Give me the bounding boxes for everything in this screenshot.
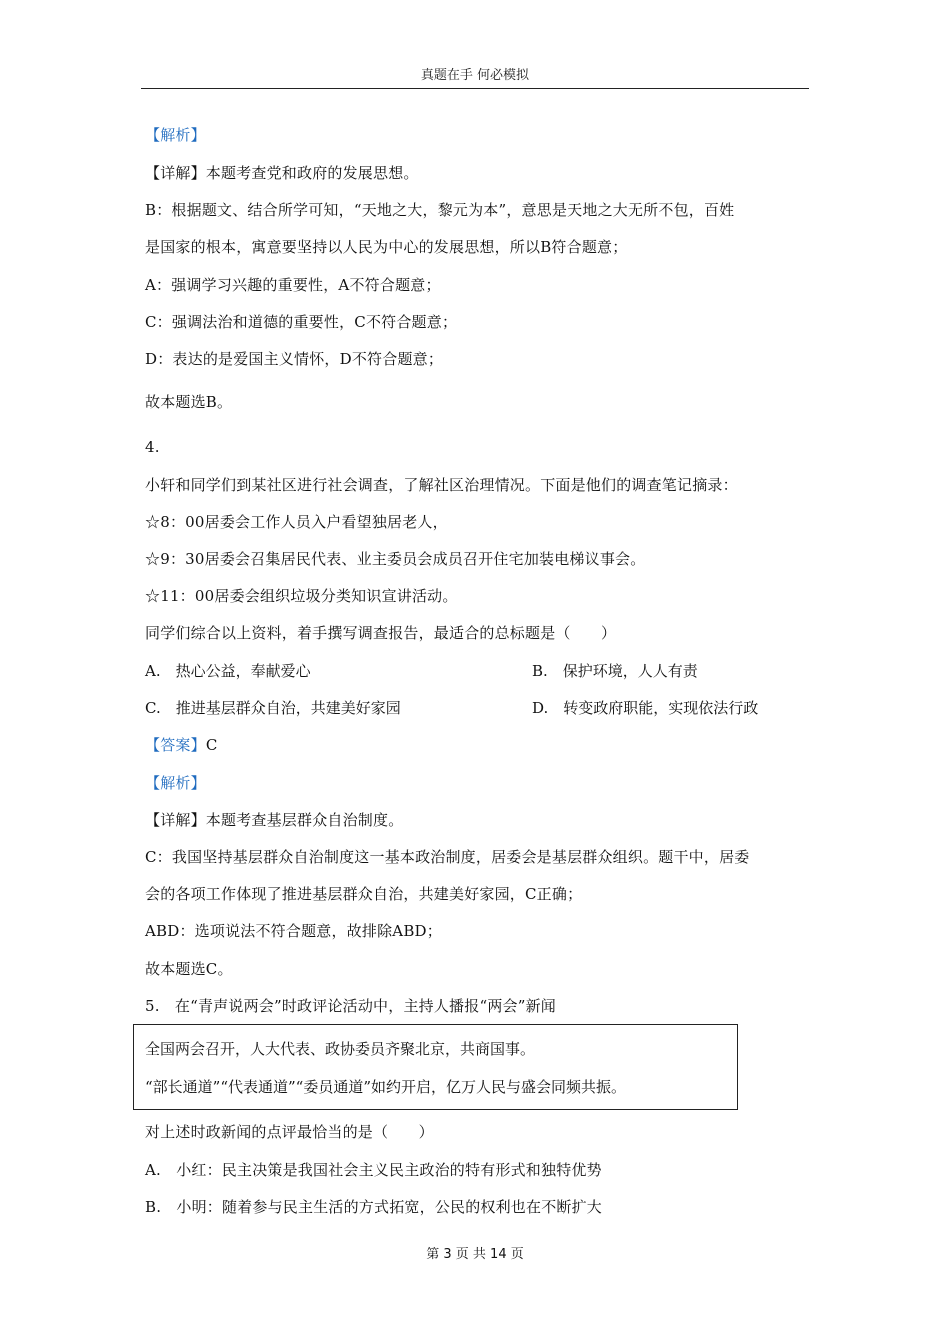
- question-prompt: 对上述时政新闻的点评最恰当的是（ ）: [145, 1123, 434, 1141]
- option-a: A. 热心公益，奉献爱心: [145, 662, 311, 680]
- explanation-line: 会的各项工作体现了推进基层群众自治，共建美好家园，C正确；: [145, 885, 583, 903]
- question-number: 4.: [145, 438, 160, 456]
- survey-note: ☆9：30居委会召集居民代表、业主委员会成员召开住宅加装电梯议事会。: [145, 550, 646, 568]
- survey-note: ☆11：00居委会组织垃圾分类知识宣讲活动。: [145, 587, 458, 605]
- analysis-tag: 【解析】: [145, 774, 206, 792]
- option-b: B. 保护环境，人人有责: [532, 662, 698, 680]
- explanation-line: ABD：选项说法不符合题意，故排除ABD；: [145, 922, 442, 940]
- answer-value: C: [205, 736, 218, 754]
- analysis-tag: 【解析】: [145, 126, 206, 144]
- explanation-line: C：我国坚持基层群众自治制度这一基本政治制度，居委会是基层群众组织。题干中，居委: [145, 848, 750, 866]
- page-footer: 第 3 页 共 14 页: [426, 1247, 524, 1262]
- detail-line: 【详解】本题考查基层群众自治制度。: [145, 811, 404, 829]
- news-line: 全国两会召开，人大代表、政协委员齐聚北京，共商国事。: [145, 1040, 536, 1058]
- detail-line: 【详解】本题考查党和政府的发展思想。: [145, 164, 419, 182]
- answer-tag: 【答案】: [145, 736, 206, 754]
- explanation-line: 是国家的根本，寓意要坚持以人民为中心的发展思想，所以B符合题意；: [145, 238, 628, 256]
- option-c: C. 推进基层群众自治，共建美好家园: [145, 699, 401, 717]
- explanation-line: B：根据题文、结合所学可知，“天地之大，黎元为本”，意思是天地之大无所不包，百姓: [145, 201, 735, 219]
- survey-note: ☆8：00居委会工作人员入户看望独居老人，: [145, 513, 448, 531]
- news-box: [133, 1024, 738, 1110]
- option-b: B. 小明：随着参与民主生活的方式拓宽，公民的权利也在不断扩大: [145, 1198, 602, 1216]
- question-stem: 小轩和同学们到某社区进行社会调查，了解社区治理情况。下面是他们的调查笔记摘录：: [145, 476, 738, 494]
- page-header: 真题在手 何必模拟: [420, 68, 530, 83]
- explanation-line: A：强调学习兴趣的重要性，A不符合题意；: [145, 276, 441, 294]
- header-divider: [141, 88, 809, 89]
- news-line: “部长通道”“代表通道”“委员通道”如约开启，亿万人民与盛会同频共振。: [145, 1078, 627, 1096]
- conclusion-line: 故本题选B。: [145, 393, 233, 411]
- question-prompt: 同学们综合以上资料，着手撰写调查报告，最适合的总标题是（ ）: [145, 624, 617, 642]
- explanation-line: C：强调法治和道德的重要性，C不符合题意；: [145, 313, 458, 331]
- conclusion-line: 故本题选C。: [145, 960, 233, 978]
- option-d: D. 转变政府职能，实现依法行政: [532, 699, 759, 717]
- option-a: A. 小红：民主决策是我国社会主义民主政治的特有形式和独特优势: [145, 1161, 602, 1179]
- answer-line: [145, 734, 218, 755]
- explanation-line: D：表达的是爱国主义情怀，D不符合题意；: [145, 350, 444, 368]
- question-stem: 5. 在“青声说两会”时政评论活动中，主持人播报“两会”新闻: [145, 997, 556, 1015]
